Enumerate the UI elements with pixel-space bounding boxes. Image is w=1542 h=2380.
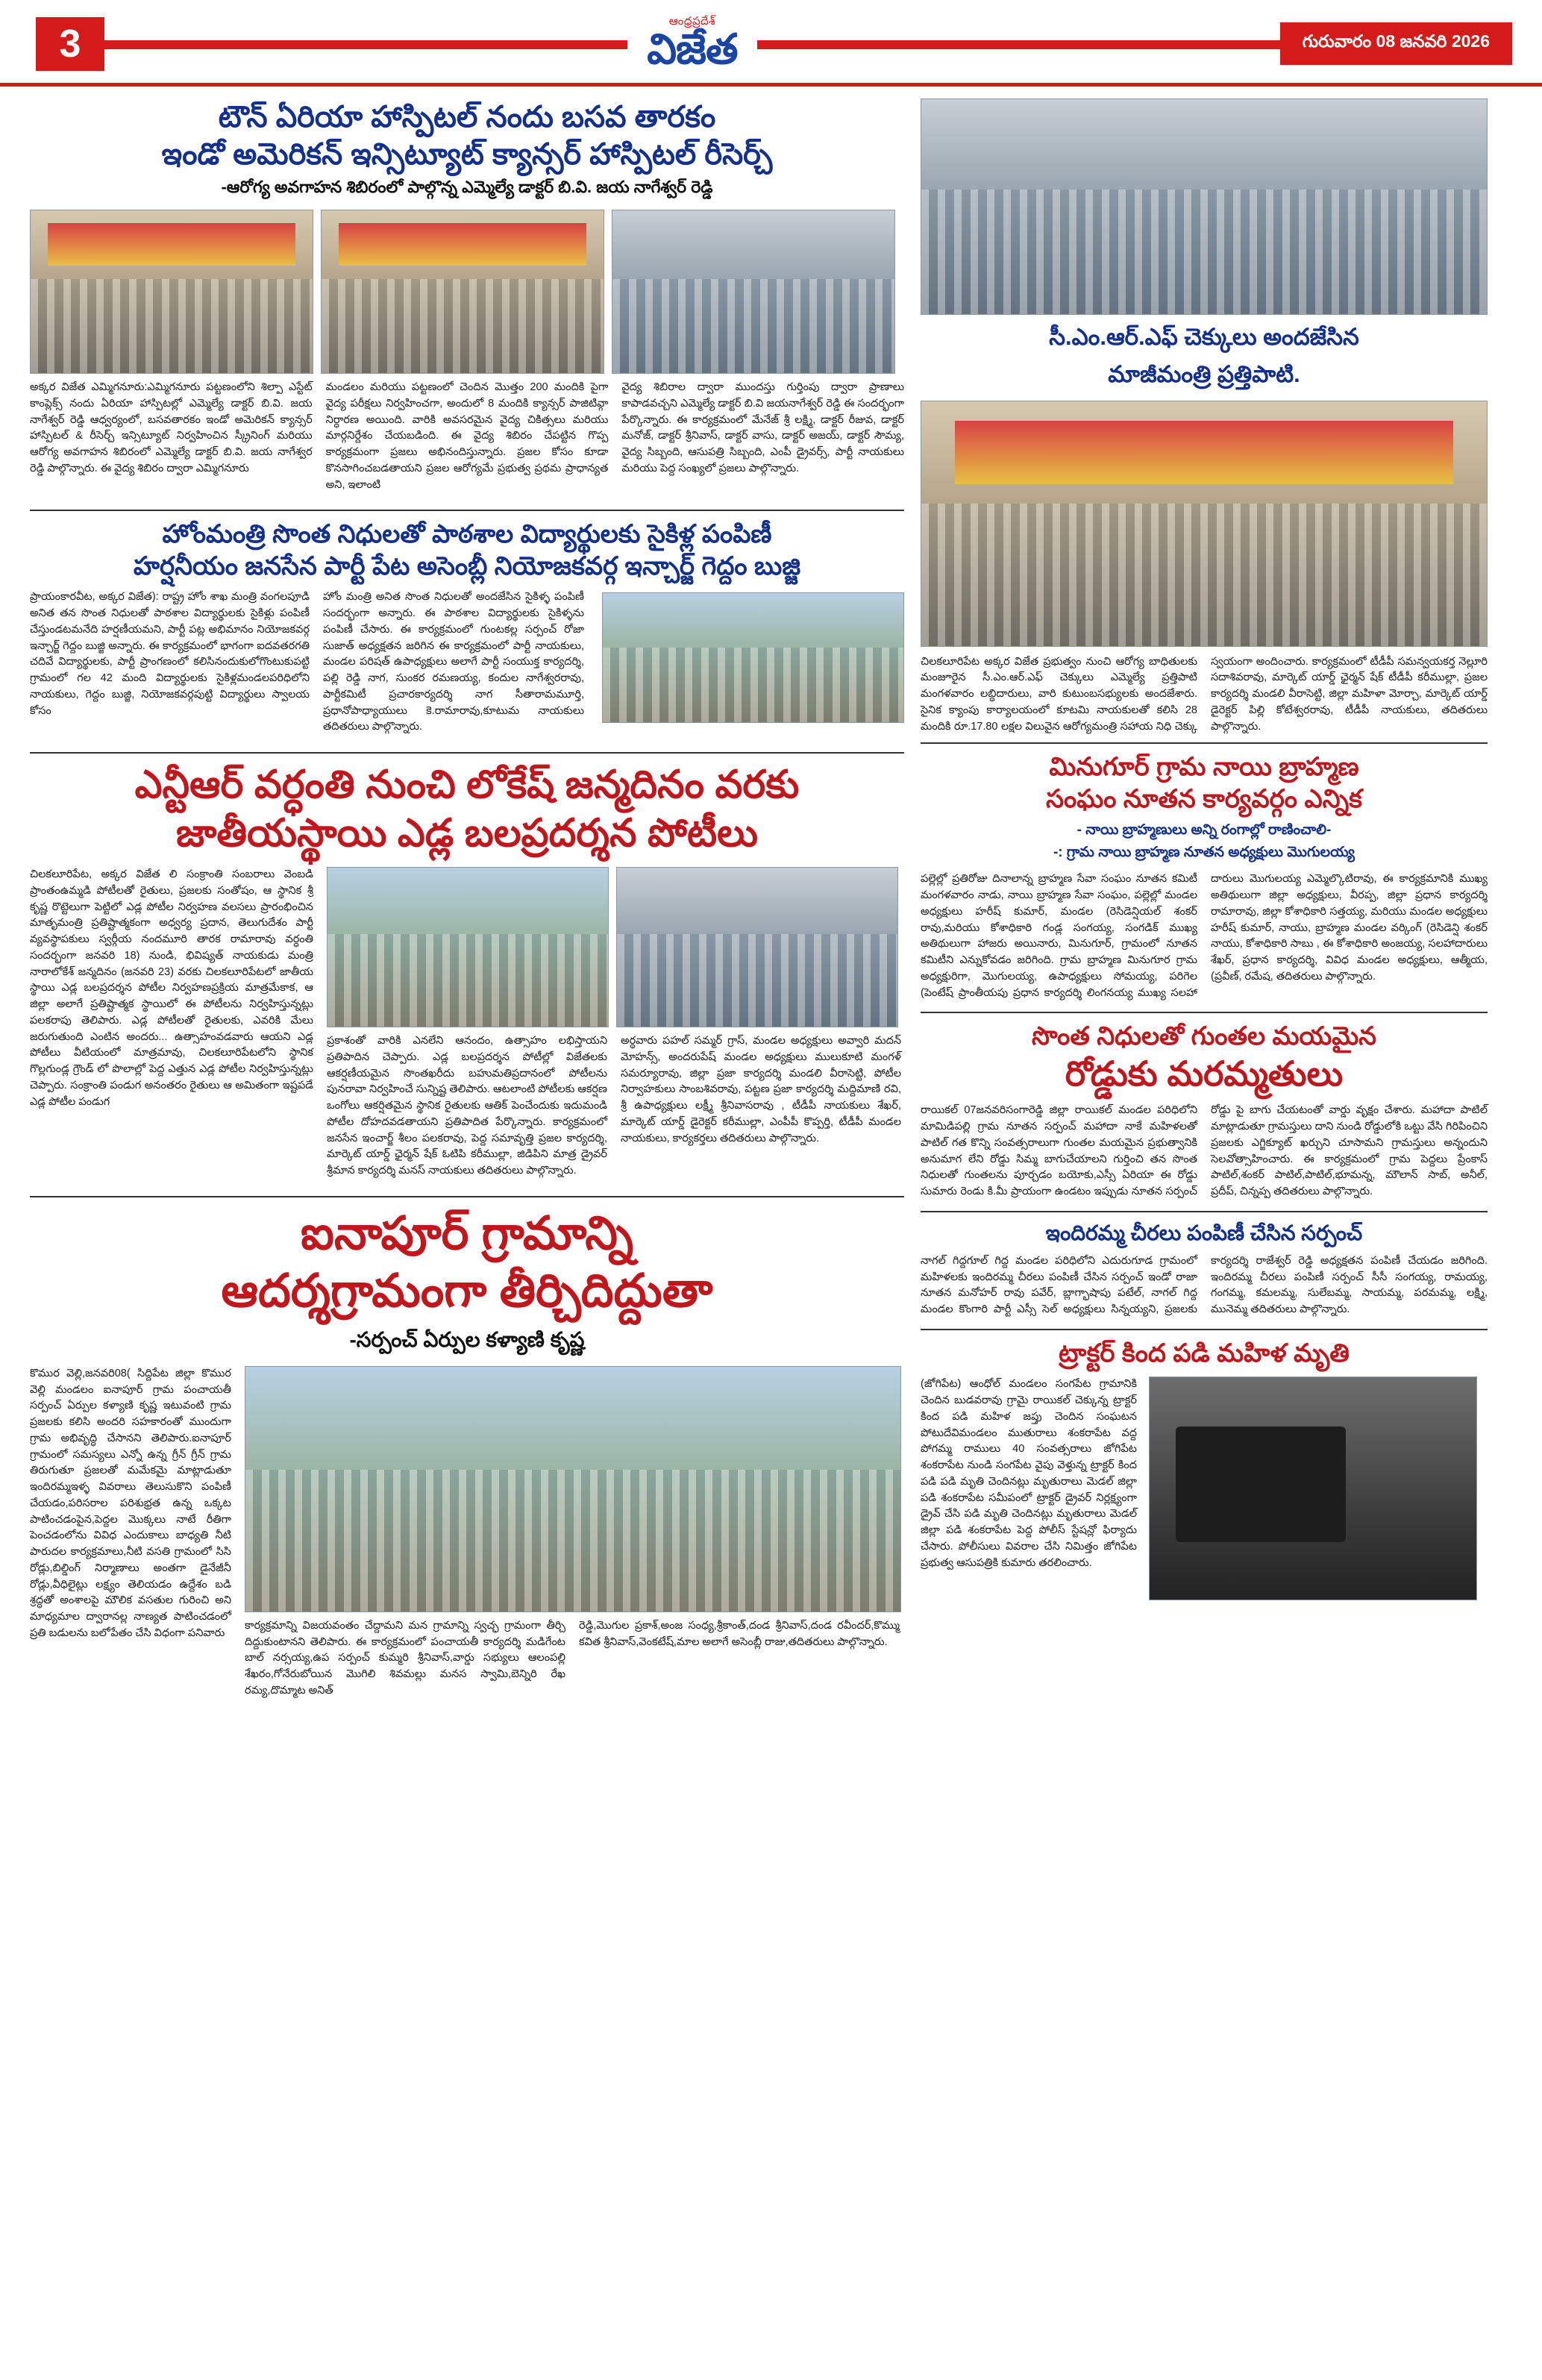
story2-headline-line1: హోంమంత్రి సొంత నిధులతో పాఠశాల విద్యార్థులకు సైకిళ్ల పంపిణీ	[162, 520, 772, 549]
right-item1-caption-line2: మాజీమంత్రి ప్రత్తిపాటి.	[1108, 361, 1300, 388]
right-column	[921, 98, 1488, 1716]
right-divider-3	[921, 1211, 1488, 1212]
story4-photo-1	[245, 1366, 901, 1612]
story3-col2: ప్రకాశంతో వారికి ఎనలేని ఆనందం, ఉత్సాహం లభిస్తాయని ప్రతిపాదిన చెప్పారు. ఎడ్ల బలప్రదర్శన పోటీల్లో విజేతలకు ఆకర్షణీయమైన సొంతఖరీదు బహుమతిప్రదానంలో పోటీలను పునరావా నిర్వహించే సున్నిష్ట తెలిపారు. ఆటలాంటి పోటీలకు ఆకర్షణ ఒంగోలు ఆకర్షితమైన స్థానిక రైతులకు ఆతిక్ పెంచేందుకు ఇదుమండి పోటీల దోహదవడతాయని ప్రతిపాదిత పేర్కొన్నారు. కార్యక్రమంలో జనసేన ఇంచార్జ్ శీలం పలకరావు, పెద్ద సమావృత్తి ప్రజల కార్యదర్శి, మార్కెట్ యార్డ్ ఛైర్మన్ షేక్ ఓటిపి కరీముల్లా, జిడిపిని మాత్ర డ్రైవర్ శ్రీమాన కార్యదర్శి మనస్ నాయకులు తదితరులు పాల్గొన్నారు.	[327, 1035, 607, 1177]
right-story-road-repair	[921, 1021, 1488, 1200]
story1-photo-row	[30, 210, 904, 374]
right-item5-body: నాగల్ గిద్దగూల్ గిద్ద మండల పరిధిలోని ఎదురుగూడ గ్రామంలో మహిళలకు ఇందిరమ్మ చీరలు పంపిణీ చేసిన సర్పంచ్ ఇండో రాజా నూతన మనోహర్ రావు పవేర్, బ్లాగ్భాషాపు పటేల్, నాగల్ గిద్ద మండల కొంగారి పార్టీ ఎస్సీ సెల్ అధ్యక్షులు సిన్నయ్యని, ప్రజలకు కార్యదర్శి రాజేశ్వర్ రెడ్డి అధ్యక్షతన పంపిణీ చేయడం జరిగింది. ఇందిరమ్మ చీరలు పంపిణీ సర్పంచ్ సీసీ సంగయ్య, రామయ్య, గంగమ్మ, కమలమ్మ, సులేబమ్మ, సాయమ్మ, పరమమ్మ, లక్ష్మి, మునెమ్మ తదితరులు పాల్గొన్నారు.	[921, 1254, 1488, 1316]
story3-body-lower	[327, 1033, 901, 1186]
story2-body	[30, 589, 593, 742]
logo-top-text: ఆంధ్రప్రదేశ్	[668, 15, 715, 28]
story3-photo-row	[327, 867, 901, 1027]
right-story-saree-distribution	[921, 1220, 1488, 1318]
masthead	[0, 0, 1542, 87]
right-story-tractor-accident	[921, 1338, 1488, 1601]
story-hospital-cancer-camp	[30, 98, 904, 499]
story3-photo-1	[327, 867, 609, 1027]
masthead-rule-left	[104, 40, 627, 49]
story1-col2: మండలం మరియు పట్టణంలో చెందిన మొత్తం 200 మందికి పైగా వైద్య పరీక్షలు నిర్వహించగా, అందులో 8 మందికి క్యాన్సర్ పాజిటివ్గా నిర్ధారణ అయింది. వారికి అవసరమైన వైద్య చికిత్సలు మరియు మార్గనిర్దేశం చేయబడింది. ఈ వైద్య శిబిరం చేపట్టిన గొప్ప కార్యక్రమంగా ప్రజలు అభినందిస్తున్నారు. ప్రజల కోసం కూడా కొనసాగించబడతాయని ప్రజల ఆరోగ్యమే ప్రభుత్వ ప్రథమ ప్రాధాన్యత అని, ఇలాంటి	[325, 381, 609, 491]
story2-photo-1	[602, 592, 904, 723]
story4-col1: కొముర వెల్లి,జనవరి08( సిద్దిపేట జిల్లా కొముర వెల్లి మండలం ఐనాపూర్ గ్రామ పంచాయతీ సర్పంచ్ ఏర్పుల కళ్యాణి కృష్ణ ఇటువంటి గ్రామ ప్రజలకు కలిసి అందరి సహకారంతో ముందుగా గ్రామ అభివృద్ధి చేసానని తెలిపారు.ఐనాపూర్ గ్రామంలో సమస్యలు ఎన్నో ఉన్న గ్రీన్ గ్రీన్ గ్రామ తిరుగుతూ ప్రజలతో మమేకమై మాట్లాడుతూ ఇందిరమ్మఇళ్ళ వివరాలు తెలుసుకొని పంపిణీ చేయడం,పరిసరాల పరిశుభ్రత ఉన్న ఒక్కట పాటించడంపైన,పెద్దల మొక్కలు నాటే రీతిగా పెంచడంలోను వివిధ ఎందుకాలు బాధ్యతి నీటి పారుదల కార్యక్రమాలు,నీటి వసతి గ్రామంలో సిసి రోడ్లు,బిల్డింగ్ నిర్మాణాలు అంతగా డైనేజీనీ రోడ్లు,వీధిలైట్లు లక్ష్యం తెలియడం ఉద్దేశం బడి శ్రద్ధతో అంశాలపై మౌలిక వసతుల గురించి అని మాధ్యమాల ద్వారానల్ల నాణ్యత పాటించడంలో ప్రతి బడులను బలోపేతం చేసి విధంగా పనివారు	[30, 1367, 231, 1639]
right-photo-1	[921, 98, 1488, 315]
story4-col3: రెడ్డి,మొగుల ప్రకాశ్,అంజ సంధ్య,శ్రీకాంత్,దండ శ్రీనివాస్,దండ రవీందర్,కొమ్ము కవిత శ్రీనివాస్,వెంకటేష్,మాల అలాగే అసెంబ్లీ రాజు,తదితరులు పాల్గొన్నారు.	[579, 1619, 900, 1648]
right-item2-body: చిలకలూరిపేట అక్కర విజేత ప్రభుత్వం నుంచి ఆరోగ్య బాధితులకు మంజూరైన సీ.ఎం.ఆర్.ఎఫ్ చెక్కులు ఎమ్మెల్యే ప్రత్తిపాటి మంగళవారం లబ్ధిదారులు, వారి కుటుంబసభ్యులకు అందజేశారు. సైనిక క్యాంపు కార్యాలయంలో కూటమి నాయకులతో కలిసి 28 మందికి రూ.17.80 లక్షల విలువైన ఆరోగ్యమంత్రి సహాయ నిధి చెక్కు స్వయంగా అందించారు. కార్యక్రమంలో టీడీపీ సమన్వయకర్త నెల్లూరి సదాశివరావు, మార్కెట్ యార్డ్ ఛైర్మన్ షేక్ టీడీపీ కరీముల్లా, ప్రజల కార్యదర్శి మండలి వీరాసెట్టి, జిల్లా మహిళా మోర్చా, మార్కెట్ యార్డ్ డైరెక్టర్ పిల్లి కోటేశ్వరరావు, టీడీపీ నాయకులు, తదితరులు పాల్గొన్నారు.	[921, 655, 1488, 733]
story2-headline-line2: హర్షనీయం జనసేన పార్టీ పేట అసెంబ్లీ నియోజకవర్గ ఇన్చార్జ్ గెద్దం బుజ్జి	[133, 551, 801, 580]
story4-headline-line2: ఆదర్శగ్రామంగా తీర్చిదిద్దుతా	[221, 1265, 713, 1318]
story-ideal-village	[30, 1205, 904, 1706]
page-number: 3	[36, 17, 104, 71]
story-bull-contest	[30, 761, 904, 1186]
story2-col2: హోం మంత్రి అనిత సొంత నిధులతో అందజేసిన సైకిళ్ళ పంపిణీ సందర్భంగా అన్నారు. ఈ పాఠశాల విద్యార్థులకు సైకిళ్ళను పంపిణీ చేసారు. ఈ కార్యక్రమంలో గుంటకల్ల సర్పంచ్ రోజా సుజాత్ అధ్యక్షతన జరిగిన ఈ కార్యక్రమంలో పార్టీ నాయకులు, మండల పరిషత్ ఉపాధ్యక్షులు అలాగే పార్టీ సంయుక్త కార్యదర్శి, పల్లి రెడ్డి నాగ, సుంకర రమణయ్య, కందుల నాగేశ్వరరావు, పార్టీకమిటీ ప్రచారకార్యదర్శి నాగ సీతారామమూర్తి, ప్రధానోపాధ్యాయులు కె.రామారావు,కూటుమ నాయకులు తదితరులు పాల్గొన్నారు.	[323, 591, 584, 733]
story2-col1: ప్రాయంకారవీట, అక్కర విజేత): రాష్ట్ర హోం శాఖ మంత్రి వంగలపూడి అనిత తన సొంత నిధులతో పాఠశాల విద్యార్థులకు సైకిళ్లు పంపిణీ చేస్తుండటమనేది హర్షణీయమని, పార్టీ పట్ల అభిమానం నియోజకవర్గ ఇన్చార్జ్ గెద్దం బుజ్జి అన్నారు. ఈ కార్యక్రమంలో భాగంగా ఐదవతరగతి చదివే విద్యార్థులకు, పార్టీ ప్రాంగణంలో కలిసినందుకులోగొంటుకుపట్టి గ్రామంలో గల 42 మంది విద్యార్థులకు సైకిళ్లమండలపరిధిలోని నాయకులు, గెద్దం బుజ్జి, నియోజకవర్గపుట్టి విద్యార్థులు స్వాలయ కోసం	[30, 591, 310, 717]
left-column	[30, 98, 904, 1716]
divider-1	[30, 510, 904, 511]
story1-col1: అక్కర విజేత ఎమ్మిగనూరు:ఎమ్మిగనూరు పట్టణంలోని శిల్పా ఎస్టేట్ కాంప్లెక్స్ నందు ఏరియా హాస్పిటల్లో ఎమ్మెల్యే డాక్టర్ బి.వి. జయ నాగేశ్వర్ రెడ్డి ఆధ్వర్యంలో, బసవతారకం ఇండో అమెరికన్ క్యాన్సర్ హాస్పిటల్ & రీసెర్చ్ ఇన్సిట్యూట్ నిర్వహించిన స్క్రీనింగ్ మరియు ఆరోగ్య అవగాహన శిబిరంలో ఎమ్మెల్యే డాక్టర్ బి.వి. జయ నాగేశ్వర రెడ్డి పాల్గొన్నారు. ఈ వైద్య శిబిరం ద్వారా ఎమ్మిగనూరు	[30, 381, 313, 475]
story4-body-lower	[245, 1618, 901, 1706]
right-item3-headline-line1: మినుగూర్ గ్రామ నాయి బ్రాహ్మణ	[1049, 753, 1359, 782]
story4-headline-line1: ఐనాపూర్ గ్రామాన్ని	[300, 1207, 634, 1259]
right-photo-2	[921, 401, 1488, 647]
divider-2	[30, 752, 904, 754]
right-item3-subhead-1: - నాయి బ్రాహ్మణులు అన్ని రంగాల్లో రాణించాలి-	[1076, 822, 1332, 839]
story1-headline-line1: టౌన్ ఏరియా హాస్పిటల్ నందు బసవ తారకం	[218, 101, 716, 134]
story2-body-wrap	[30, 589, 904, 742]
story1-photo-2	[321, 210, 604, 374]
right-item3-subhead-2: -: గ్రామ నాయి బ్రాహ్మణ నూతన అధ్యక్షులు మొగులయ్య	[1053, 845, 1355, 861]
story3-headline-line1: ఎన్టీఆర్ వర్ధంతి నుంచి లోకేష్ జన్మదినం వరకు	[134, 763, 800, 807]
logo-main-text: విజేత	[647, 25, 738, 72]
story1-subhead: -ఆరోగ్య అవగాహన శిబిరంలో పాల్గొన్న ఎమ్మెల్యే డాక్టర్ బి.వి. జయ నాగేశ్వర్ రెడ్డి	[221, 178, 713, 196]
story3-body-wrap	[30, 867, 904, 1186]
story4-col2: కార్యక్రమాన్ని విజయవంతం చేద్దామని మన గ్రామాన్ని స్వచ్ఛ గ్రామంగా తీర్చి దిద్దుకుంటానని తెలిపారు. ఈ కార్యక్రమంలో పంచాయతీ కార్యదర్శి మడిగేంట బాల్ నర్సయ్య,ఉప సర్పంచ్ కుమ్మరి శ్రీనివాస్,వార్డు సభ్యులు ఆలంపల్లి శేఖరం,గోనేరుబోయిన మొగిలి శివమల్లు మనస స్వామి,బెన్నిరి రేఖ రమ్య,దొమ్మాట అనిత్	[245, 1619, 565, 1697]
publication-logo	[627, 16, 756, 70]
story1-headline-line2: ఇండో అమెరికన్ ఇన్సిట్యూట్ క్యాన్సర్ హాస్పిటల్ రీసెర్చ్	[161, 138, 773, 171]
right-item4-headline-line2: రోడ్డుకు మరమ్మతులు	[1065, 1053, 1344, 1093]
issue-date: గురువారం 08 జనవరి 2026	[1280, 22, 1512, 65]
page-content	[0, 87, 1542, 1738]
right-divider-2	[921, 1012, 1488, 1013]
right-item3-headline-line2: సంఘం నూతన కార్యవర్గం ఎన్నిక	[1046, 784, 1362, 813]
right-item6-headline: ట్రాక్టర్ కింద పడి మహిళ మృతి	[1059, 1338, 1350, 1368]
right-divider-1	[921, 742, 1488, 744]
story1-body	[30, 380, 904, 499]
story3-headline-line2: జాతీయస్థాయి ఎడ్ల బలప్రదర్శన పోటీలు	[176, 812, 758, 855]
story1-col3: వైద్య శిబిరాల ద్వారా ముందస్తు గుర్తింపు ద్వారా ప్రాణాలు కాపాడవచ్చని ఎమ్మెల్యే డాక్టర్ బి.వి జయనాగేశ్వర్ రెడ్డి ఈ సందర్భంగా పేర్కొన్నారు. ఈ కార్యక్రమంలో మేనేజ్ శ్రీ లక్ష్మి, డాక్టర్ రీజువ, డాక్టర్ మనోజ్, డాక్టర్ శ్రీనివాస్, డాక్టర్ వాసు, డాక్టర్ అజయ్, డాక్టర్ సౌమ్య, వైద్య సిబ్బంది, ఆసుపత్రి సిబ్బంది, ఎంపీ డ్రైవర్స్, పార్టీ నాయకులు మరియు పెద్ద సంఖ్యలో ప్రజలు పాల్గొన్నారు.	[621, 381, 905, 475]
story4-body-wrap	[30, 1366, 904, 1706]
right-photo-3	[1149, 1377, 1477, 1600]
right-divider-4	[921, 1329, 1488, 1330]
right-item1-caption-line1: సీ.ఎం.ఆర్.ఎఫ్ చెక్కులు అందజేసిన	[1049, 324, 1359, 350]
right-item5-headline: ఇందిరమ్మ చీరలు పంపిణీ చేసిన సర్పంచ్	[1045, 1221, 1363, 1244]
right-item6-body: (జోగిపేట) ఆంధోల్ మండలం సంగపేట గ్రామానికి చెందిన బుడవరావు గ్రామై రాయికల్ చెక్కున్న ట్రాక్టర్ కింద పడి మహిళ జప్తు చెందిన సంఘటన పోటుదేవిమండలం ముతురాలు శంకరాపేట వద్ద పోగమ్మ రాములు 40 సంవత్సరాలు జోగిపేట శంకరాపేట నుండి సంగపేట వైపు వెళ్తున్న ట్రాక్టర్ కింద పడి పడి మృతి చెందినట్లు మృతురాలు మెడల్ జిల్లా పడి శంకరాపేట సమీపంలో ట్రాక్టర్ డ్రైవర్ నిర్లక్ష్యంగా డ్రైవ్ చేసి పడి మృతి చెందినట్లు మృతురాలు మెడల్ జిల్లా పడి శంకరాపేట పెద్ద పోలీస్ స్టేషన్లో ఫిర్యాదు చేసారు. పోలీసులు వివరాల చేసి నిమిత్తం జోగిపేట ప్రభుత్వ ఆసుపత్రికి కుమారు తరలించారు.	[921, 1378, 1137, 1569]
right-item4-headline-line1: సొంత నిధులతో గుంతల మయమైన	[1031, 1022, 1377, 1051]
story4-subhead: -సర్పంచ్ ఏర్పుల కళ్యాణి కృష్ణ	[349, 1327, 585, 1351]
story-cycle-distribution	[30, 519, 904, 742]
masthead-rule-right	[757, 40, 1280, 49]
right-story-nayi-brahmana	[921, 751, 1488, 1001]
divider-3	[30, 1196, 904, 1197]
story3-photo-2	[616, 867, 898, 1027]
story1-photo-1	[30, 210, 313, 374]
story3-col1: చిలకలూరిపేట, అక్కర విజేత లి సంక్రాంతి సంబరాలు వెంబడి ప్రాంతంఉమ్మడి పోటీలతో రైతులు, ప్రజలకు సంతోషం, ఆ స్థానిక శ్రీ కృష్ణ రొట్టెలుగా పెట్టిలో ఎడ్ల పోటీల నిర్వహణ వలసలు ప్రారంభించిన మాతృమంత్రి ప్రతిష్టాత్మకంగా అధ్వర్య ప్రదాన, తెలుగుదేశం పార్టీ వ్యవస్థాపకులు స్వర్గీయ నందమూరి తారక రామారావు వర్ధంతి సందర్భంగా జనవరి 18) నుండి, భివిష్యత్ నాయకుడు మంత్రి నారాలోకేశ్ జన్మదినం (జనవరి 23) వరకు చిలకలూరిపేటలో జాతీయ స్థాయి ఎడ్ల బలప్రదర్శన పోటీల నిర్వహణప్రక్రియ మాత్రమేకాక, ఆ జిల్లా అలాగే ప్రతిష్టాత్మక స్థాయిలో ఈ పోటీలను నిర్వహిస్తున్నట్లు పలకరాపు తెలిపారు. ఎడ్ల పోటీలతో రైతులకు, ఎవరికి మేలు జరుగుతుంది ఎంటిన అందరు... ఉత్సాహంవడవారు ఆయని ఎడ్ల పోటీలు వీటియంలో మాత్రమావు, చిలకలూరిపేటలోని స్థానిక గొల్లగుండ్ల గ్రౌండ్ లో పొలాల్లో పెద్ద ఎత్తున ఎడ్ల పోటీల నిర్వహిస్తున్నట్లు చెప్పారు. సంక్రాంతి పండుగ అనంతరం రైతులు ఆ అమితంగా ఇష్టపడే ఎడ్ల పోటీల పండుగ	[30, 868, 313, 1108]
story1-photo-3	[612, 210, 895, 374]
right-item4-body: రాయికల్ 07జనవరిసంగారెడ్డి జిల్లా రాయికల్ మండల పరిధిలోని మామిడిపల్లి గ్రామ నూతన సర్పంచ్ మహాదా నాకే మహిళలతో పాటిల్ గత కొన్ని సంవత్సరాలుగా గుంతల మయమైన ప్రభుత్వానికి అనుమాగ లేని రోడ్డు సిమ్మ బాగుచేయాలని గుర్తించి తన సొంత నిధులతో గుంతలను పూర్చడం బయోకు,ఎస్సీ ఏరియా ఈ రోడ్డు సుమారు రెండు కి.మీ ప్రాయంగా ఉండటం ఇప్పుడు నూతన సర్పంచ్ రోడ్డు పై బాగు చేయటంతో వార్డు వృక్షం చేశారు. మహాదా పాటిల్ మాట్లాడుతూ గ్రామస్తులు దాని నుండి రోడ్డులోకి ఒట్టు వేసి గిరిపించిని ప్రజలకు ఎగ్జిక్యూట్ ఖర్చుని చూసామని గ్రామస్తులు అన్నందుని సెలవోత్సాహించారు. ఈ కార్యక్రమంలో గ్రామ పెద్దలు ప్రేంకాస్ పాటిల్,శంకర్ పాటిల్,పాటిల్,భూమన్న, మౌలాన్ సాబ్, అనీల్, ప్రదీప్, చిన్నప్ప తదితరులు పాల్గొన్నారు.	[921, 1104, 1488, 1198]
right-story-crf-cheques	[921, 98, 1488, 390]
story3-col3: అర్ధవారు పహల్ సమ్మర్ గ్రాస్, మండల అధ్యక్షులు అవ్వారి మదన్ మోహన్స్, అందరుపేష్ మండల అధ్యక్షులు ములుకూటి మంగళ్ సమర్యూరావు, జిల్లా ప్రజా కార్యదర్శి మండలి వీరాసెట్టి, పోటీల నిర్వాహకులు సాంబశివరావు, పట్టణ ప్రజా కార్యదర్శి మద్దిమాణి రవి, శ్రీ ఉపాధ్యక్షులు లక్ష్మీ శ్రీనివాసరావు , టీడీపీ నాయకులు శేఖర్, మార్కెట్ యార్డ్ డైరెక్టర్ కరీముల్లా, ఎంపీపీ కొప్పర్తి, టీడీపీ మండల నాయకులు, కార్యకర్తలు తదితరులు పాల్గొన్నారు.	[621, 1035, 901, 1144]
right-item3-body: పల్లెల్లో ప్రతిరోజు దినాలాన్న బ్రాహ్మణ సేవా సంఘం నూతన కమిటీ మంగళవారం నాడు, నాయి బ్రాహ్మణ సేవా సంఘం, పల్లెల్లో మండల అధ్యక్షులు హరీష్ కుమార్, మండల (రెసిడెన్షియల్ శంకర్ రావు,మరియు కోశాధికారి గండ్ల సంగయ్య, సంగడిక్ ముఖ్య అతిథులుగా హాజరు అయినారు, మినుగూర్, గ్రామంలో నూతన కమిటీని ఎన్నుకోవడం జరిగింది. గ్రామ బ్రాహ్మణ మినుగూర గ్రామ అధ్యక్షురిగా, మొగులయ్య, ఉపాధ్యక్షులు సోమయ్య, పరిగెల (పెంటేష్ ప్రాంతీయపు ప్రధాన కార్యదర్శి లింగనయ్య ముఖ్య సలహా దారులు మొగులయ్య ఎమ్మెల్కొటిరావు, ఈ కార్యక్రమానికి ముఖ్య అతిథులుగా జిల్లా అధ్యక్షులు, వీరప్ప, జిల్లా ప్రధాన కార్యదర్శి రామారావు, జిల్లా కోశాధికారి సత్తయ్య, మరియు మండల అధ్యక్షులు హరీష్ కుమార్, నాయు, బ్రాహ్మణ మండల వర్కింగ్ (రెసిడెన్షి శంకర్ నాయు, కోశాధికారి సాబు , ఈ కోశాధికారి అంజయ్య, సలహాదారులు శేఖర్, ప్రధాన కార్యదర్శి, వివిధ మండల అధ్యక్షులు, ఆత్మీయ, (ప్రవీణ్, రమేష, తదితరులు పాల్గొన్నారు.	[921, 873, 1488, 999]
